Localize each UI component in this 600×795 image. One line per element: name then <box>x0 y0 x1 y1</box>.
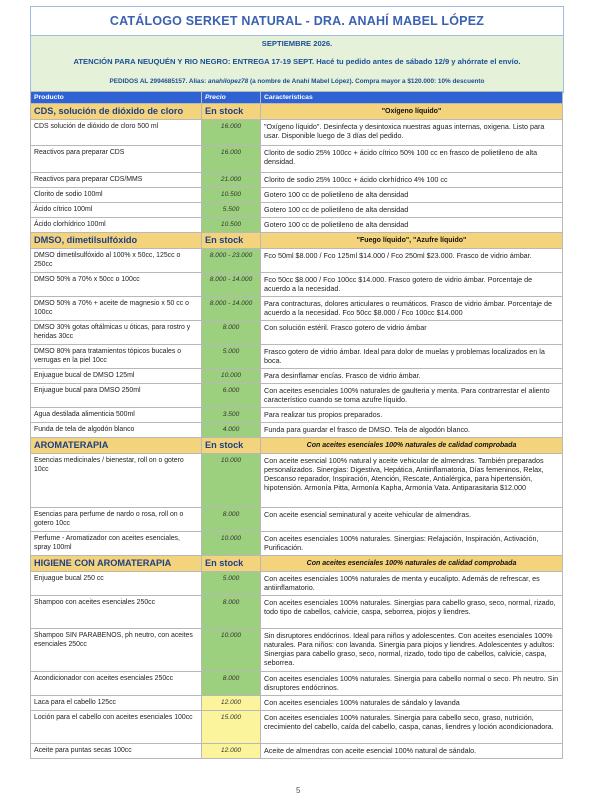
product-description: Gotero 100 cc de polietileno de alta densidad <box>261 203 563 218</box>
product-name: DMSO dimetilsulfóxido al 100% x 50cc, 125cc o 250cc <box>31 249 202 273</box>
product-price: 6.000 <box>202 384 261 408</box>
table-row <box>31 711 563 744</box>
product-price: 16.000 <box>202 146 261 173</box>
product-name: Perfume - Aromatizador con aceites esenciales, spray 100ml <box>31 532 202 556</box>
section-tagline: Con aceites esenciales 100% naturales de calidad comprobada <box>261 556 563 572</box>
product-name: DMSO 50% a 70% x 50cc o 100cc <box>31 273 202 297</box>
product-name: Reactivos para preparar CDS/MMS <box>31 173 202 188</box>
table-row <box>31 369 563 384</box>
product-description: Para desinflamar encías. Frasco de vidrio ámbar. <box>261 369 563 384</box>
product-price: 10.500 <box>202 218 261 233</box>
section-tagline: "Oxígeno líquido" <box>261 104 563 120</box>
section-stock: En stock <box>202 233 261 249</box>
product-name: Loción para el cabello con aceites esenciales 100cc <box>31 711 202 744</box>
table-row <box>31 120 563 146</box>
product-description: Fco 50cc $8.000 / Fco 100cc $14.000. Frasco gotero de vidrio ámbar. Porcentaje de acuerdo a la necesidad. <box>261 273 563 297</box>
product-name: DMSO 30% gotas oftálmicas u óticas, para rostro y heridas 30cc <box>31 321 202 345</box>
product-description: Con aceites esenciales 100% naturales. Sinergias para cabello graso, seco, normal, rizado, todo tipo de cabellos, calvicie, caspa, seborrea, piojos y liendres. <box>261 596 563 629</box>
product-name: Funda de tela de algodón blanco <box>31 423 202 438</box>
product-name: Agua destilada alimenticia 500ml <box>31 408 202 423</box>
product-table <box>30 91 563 759</box>
product-description: Gotero 100 cc de polietileno de alta densidad <box>261 188 563 203</box>
table-row <box>31 454 563 508</box>
table-row <box>31 203 563 218</box>
page-number: 5 <box>296 786 301 795</box>
table-row <box>31 572 563 596</box>
product-description: "Oxígeno líquido". Desinfecta y desintoxica nuestras aguas internas, oxigena. Listo para usar. Disponible luego de 3 días del pedido. <box>261 120 563 146</box>
product-name: Clorito de sodio 100ml <box>31 188 202 203</box>
product-name: Enjuague bucal de DMSO 125ml <box>31 369 202 384</box>
product-name: Aceite para puntas secas 100cc <box>31 744 202 759</box>
product-name: Esencias para perfume de nardo o rosa, roll on o gotero 10cc <box>31 508 202 532</box>
column-header-price: Precio <box>202 92 261 104</box>
product-price: 12.000 <box>202 696 261 711</box>
product-price: 3.500 <box>202 408 261 423</box>
product-name: Reactivos para preparar CDS <box>31 146 202 173</box>
product-description: Frasco gotero de vidrio ámbar. Ideal para dolor de muelas y problemas localizados en la boca. <box>261 345 563 369</box>
product-name: Laca para el cabello 125cc <box>31 696 202 711</box>
product-price: 10.000 <box>202 629 261 672</box>
section-name: AROMATERAPIA <box>31 438 202 454</box>
product-price: 8.000 <box>202 596 261 629</box>
table-row <box>31 218 563 233</box>
column-header-product: Producto <box>31 92 202 104</box>
table-row <box>31 532 563 556</box>
orders-suffix: (a nombre de Anahí Mabel López). Compra mayor a $120.000: 10% descuento <box>248 78 485 85</box>
table-row <box>31 423 563 438</box>
section-stock: En stock <box>202 438 261 454</box>
section-name: CDS, solución de dióxido de cloro <box>31 104 202 120</box>
product-description: Con aceites esenciales 100% naturales. Sinergias: Relajación, Inspiración, Activación, Purificación. <box>261 532 563 556</box>
table-row <box>31 249 563 273</box>
product-price: 10.000 <box>202 532 261 556</box>
product-description: Gotero 100 cc de polietileno de alta densidad <box>261 218 563 233</box>
product-price: 5.000 <box>202 345 261 369</box>
product-price: 21.000 <box>202 173 261 188</box>
product-price: 8.000 - 14.000 <box>202 297 261 321</box>
product-price: 15.000 <box>202 711 261 744</box>
product-price: 10.500 <box>202 188 261 203</box>
table-row <box>31 384 563 408</box>
orders-prefix: PEDIDOS AL 2994685157. Alias: <box>109 78 209 85</box>
product-description: Clorito de sodio 25% 100cc + ácido cítrico 50% 100 cc en frasco de polietileno de alta densidad. <box>261 146 563 173</box>
catalog-header <box>30 6 564 93</box>
catalog-title: CATÁLOGO SERKET NATURAL - DRA. ANAHÍ MABEL LÓPEZ <box>31 7 563 36</box>
orders-info <box>31 72 563 92</box>
product-name: DMSO 80% para tratamientos tópicos bucales o verrugas en la piel 10cc <box>31 345 202 369</box>
product-description: Con aceite esencial seminatural y aceite vehicular de almendras. <box>261 508 563 532</box>
section-header-dmso <box>31 233 563 249</box>
product-price: 8.000 - 23.000 <box>202 249 261 273</box>
product-price: 10.000 <box>202 454 261 508</box>
product-name: Enjuague bucal para DMSO 250ml <box>31 384 202 408</box>
table-row <box>31 297 563 321</box>
table-row <box>31 744 563 759</box>
column-header-row <box>31 92 563 104</box>
product-price: 8.000 <box>202 321 261 345</box>
table-row <box>31 273 563 297</box>
product-price: 8.000 - 14.000 <box>202 273 261 297</box>
table-row <box>31 596 563 629</box>
table-row <box>31 508 563 532</box>
table-row <box>31 408 563 423</box>
section-tagline: Con aceites esenciales 100% naturales de calidad comprobada <box>261 438 563 454</box>
table-row <box>31 345 563 369</box>
table-row <box>31 672 563 696</box>
section-header-aromaterapia <box>31 438 563 454</box>
section-header-higiene <box>31 556 563 572</box>
product-description: Con aceites esenciales 100% naturales de menta y eucalipto. Además de refrescar, es antiinflamatorio. <box>261 572 563 596</box>
table-row <box>31 321 563 345</box>
product-description: Para realizar tus propios preparados. <box>261 408 563 423</box>
product-description: Aceite de almendras con aceite esencial 100% natural de sándalo. <box>261 744 563 759</box>
table-row <box>31 696 563 711</box>
product-description: Para contracturas, dolores articulares o reumáticos. Frasco de vidrio ámbar. Porcentaje de acuerdo a la necesidad. Fco 50cc $8.000 / Fco 100cc $14.000 <box>261 297 563 321</box>
product-name: Esencias medicinales / bienestar, roll on o gotero 10cc <box>31 454 202 508</box>
product-description: Con aceites esenciales 100% naturales. Sinergia para cabello normal o seco. Ph neutro. Sin disruptores endócrinos. <box>261 672 563 696</box>
catalog-date: SEPTIEMBRE 2026. <box>31 36 563 52</box>
product-description: Con aceites esenciales 100% naturales de sándalo y lavanda <box>261 696 563 711</box>
product-name: Enjuague bucal 250 cc <box>31 572 202 596</box>
product-description: Con aceites esenciales 100% naturales de gaulteria y menta. Para contrarrestar el aliento característico cuando se toma azufre líquido. <box>261 384 563 408</box>
product-price: 10.000 <box>202 369 261 384</box>
product-price: 5.500 <box>202 203 261 218</box>
product-price: 8.000 <box>202 672 261 696</box>
section-name: HIGIENE CON AROMATERAPIA <box>31 556 202 572</box>
table-row <box>31 188 563 203</box>
product-name: Acondicionador con aceites esenciales 250cc <box>31 672 202 696</box>
delivery-notice: ATENCIÓN PARA NEUQUÉN Y RIO NEGRO: ENTREGA 17-19 SEPT. Hacé tu pedido antes de sábado 12/9 y ahórrate el envío. <box>31 52 563 72</box>
product-price: 5.000 <box>202 572 261 596</box>
product-description: Con aceites esenciales 100% naturales. Sinergia para cabello seco, graso, nutrición, crecimiento del cabello, caída del cabello, caspa, canas, liendres y loción acondicionadora. <box>261 711 563 744</box>
table-row <box>31 629 563 672</box>
product-name: CDS solución de dióxido de cloro 500 ml <box>31 120 202 146</box>
product-price: 16.000 <box>202 120 261 146</box>
product-name: DMSO 50% a 70% + aceite de magnesio x 50 cc o 100cc <box>31 297 202 321</box>
product-price: 4.000 <box>202 423 261 438</box>
product-price: 12.000 <box>202 744 261 759</box>
product-name: Ácido cítrico 100ml <box>31 203 202 218</box>
product-name: Shampoo SIN PARABENOS, ph neutro, con aceites esenciales 250cc <box>31 629 202 672</box>
section-stock: En stock <box>202 104 261 120</box>
section-stock: En stock <box>202 556 261 572</box>
product-name: Ácido clorhídrico 100ml <box>31 218 202 233</box>
product-description: Funda para guardar el frasco de DMSO. Tela de algodón blanco. <box>261 423 563 438</box>
product-description: Clorito de sodio 25% 100cc + ácido clorhídrico 4% 100 cc <box>261 173 563 188</box>
product-description: Sin disruptores endócrinos. Ideal para niños y adolescentes. Con aceites esenciales 100% naturales. Para niños: con lavanda. Sinergia para piojos y liendres. Adolescentes y adultos: Sinergias para cabello graso, seco, normal, rizado, todo tipo de cabellos, calvicie, caspa, seborrea. <box>261 629 563 672</box>
section-name: DMSO, dimetilsulfóxido <box>31 233 202 249</box>
table-row <box>31 146 563 173</box>
product-price: 8.000 <box>202 508 261 532</box>
product-description: Fco 50ml $8.000 / Fco 125ml $14.000 / Fco 250ml $23.000. Frasco de vidrio ámbar. <box>261 249 563 273</box>
column-header-features: Características <box>261 92 563 104</box>
orders-alias: anahilopez78 <box>208 78 249 85</box>
product-description: Con solución estéril. Frasco gotero de vidrio ámbar <box>261 321 563 345</box>
product-description: Con aceite esencial 100% natural y aceite vehicular de almendras. También preparados personalizados. Sinergias: Digestiva, Hepática, Antiinflamatoria, Días femeninos, Relax, Descanso reparador, Inspiración, Atención, Rescate, Antialérgica, para hipertensión, hipotensión. Armonía Pitta, Armonía Kapha, Armonía Vata. Antiparasitaria $12.000 <box>261 454 563 508</box>
section-tagline: "Fuego líquido", "Azufre líquido" <box>261 233 563 249</box>
section-header-cds <box>31 104 563 120</box>
product-name: Shampoo con aceites esenciales 250cc <box>31 596 202 629</box>
table-row <box>31 173 563 188</box>
